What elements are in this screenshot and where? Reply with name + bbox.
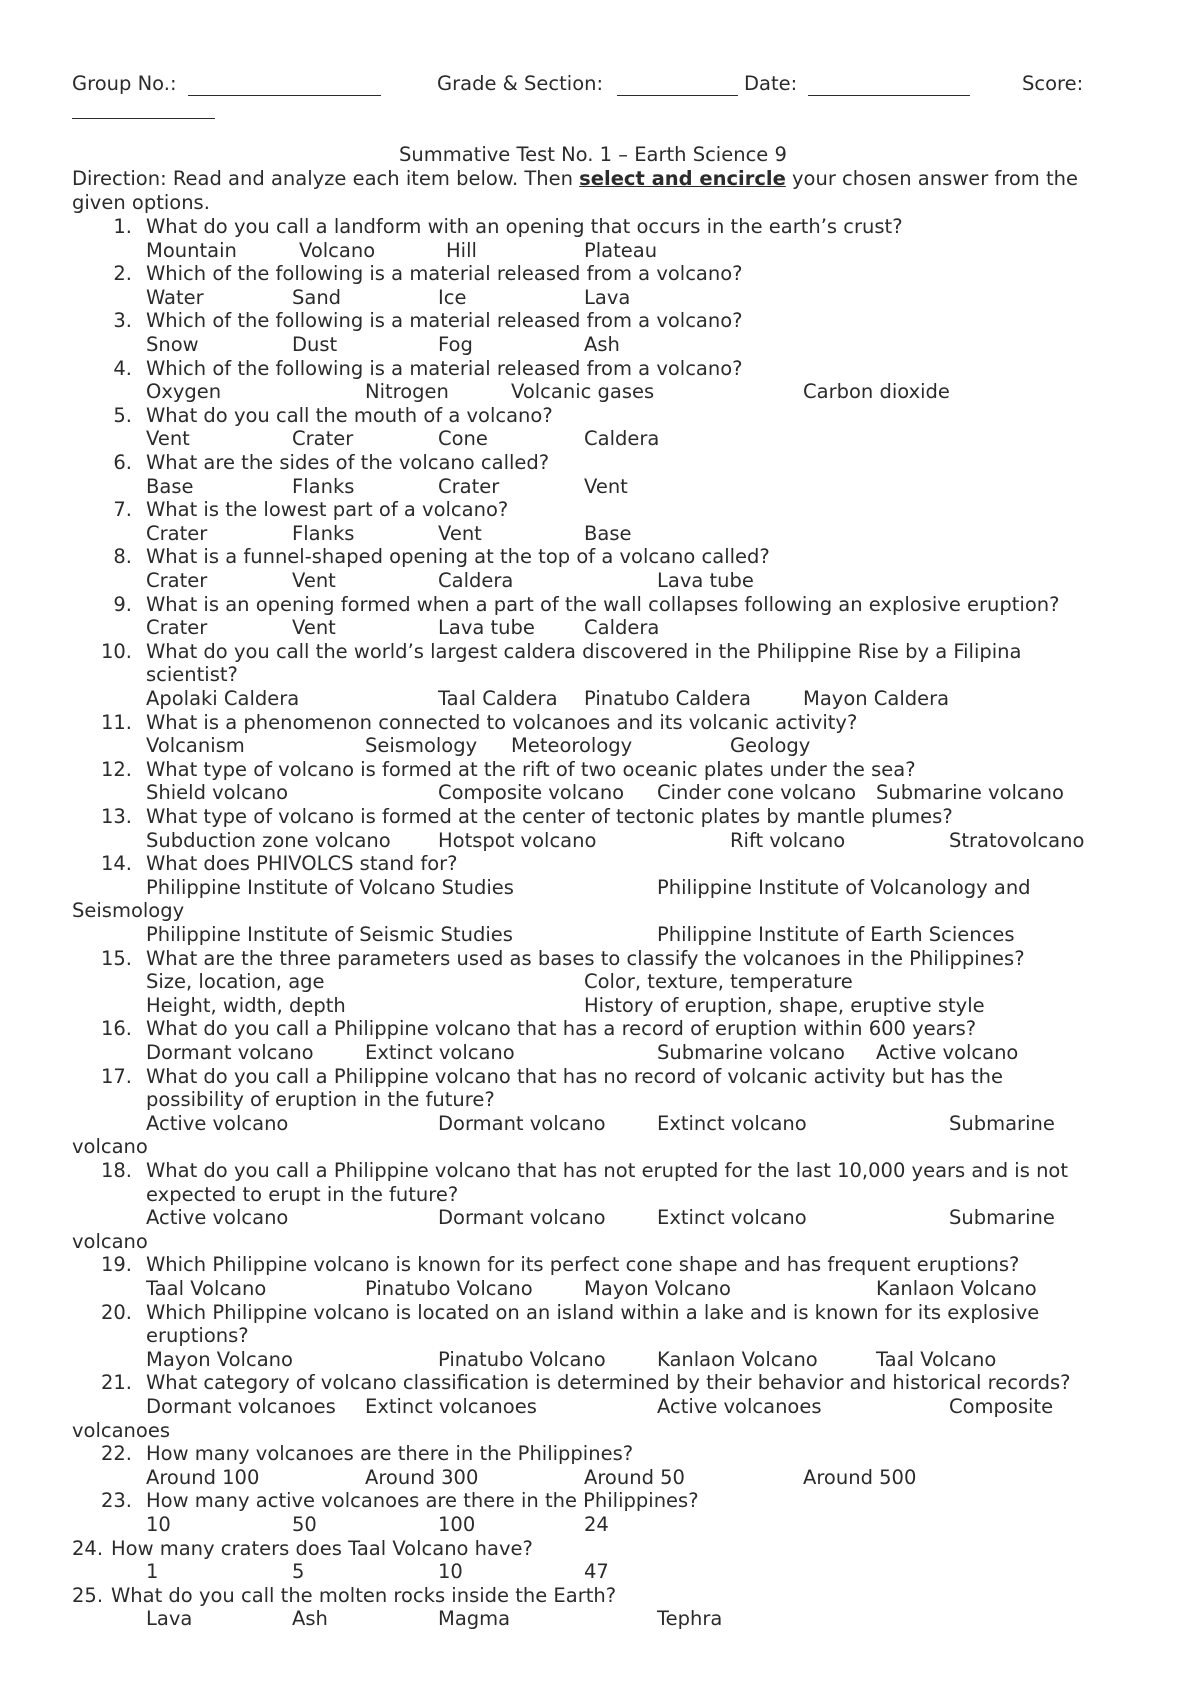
question-number: 10. <box>100 639 132 663</box>
answer-option[interactable]: Caldera <box>584 616 660 640</box>
answer-option[interactable]: Taal Volcano <box>146 1277 267 1300</box>
answer-option[interactable]: Seismology <box>365 734 478 758</box>
answer-option[interactable]: Crater <box>146 616 208 640</box>
answer-option[interactable]: Water <box>146 285 204 309</box>
answer-option[interactable]: Flanks <box>292 474 355 498</box>
question-text: What do you call the world’s largest caldera discovered in the Philippine Rise by a Filipina <box>146 639 1022 663</box>
answer-option[interactable]: Around 500 <box>803 1465 917 1489</box>
answer-option[interactable]: Kanlaon Volcano <box>657 1347 818 1371</box>
question-number: 14. <box>100 852 132 876</box>
answer-option[interactable]: 10 <box>146 1513 171 1536</box>
answer-option[interactable]: Extinct volcano <box>365 1041 515 1064</box>
date-label: Date: <box>744 72 798 95</box>
answer-option[interactable]: Geology <box>730 734 811 758</box>
question-number: 25. <box>72 1583 104 1607</box>
answer-option[interactable]: Caldera <box>584 427 660 451</box>
answer-option[interactable]: Hotspot volcano <box>438 828 597 852</box>
answer-option[interactable]: Lava <box>146 1607 193 1631</box>
answer-option[interactable]: Mayon Caldera <box>803 687 950 710</box>
question-number: 13. <box>100 805 132 828</box>
answer-option[interactable]: Base <box>146 474 194 498</box>
answer-option[interactable]: Fog <box>438 333 473 356</box>
answer-option[interactable]: Dormant volcano <box>438 1206 606 1230</box>
question-text: What do you call a Philippine volcano that has not erupted for the last 10,000 years and is not <box>146 1159 1069 1182</box>
question-text-continued: expected to erupt in the future? <box>146 1182 459 1206</box>
question-number: 17. <box>100 1064 132 1088</box>
direction-line-1 <box>72 167 1078 190</box>
answer-option[interactable]: Submarine <box>949 1111 1055 1135</box>
answer-option[interactable]: Lava tube <box>657 569 754 592</box>
question-text-continued: eruptions? <box>146 1324 249 1348</box>
question-text: Which of the following is a material released from a volcano? <box>146 262 743 286</box>
question-number: 19. <box>100 1253 132 1277</box>
question-number: 1. <box>113 215 132 238</box>
answer-option[interactable]: Ash <box>584 333 620 356</box>
answer-option[interactable]: Pinatubo Volcano <box>365 1277 533 1300</box>
answer-option[interactable]: Stratovolcano <box>949 828 1085 852</box>
answer-option[interactable]: 100 <box>438 1513 476 1536</box>
answer-option[interactable]: Taal Caldera <box>438 687 558 710</box>
answer-option[interactable]: Dormant volcanoes <box>146 1395 336 1418</box>
answer-option[interactable]: Base <box>584 521 632 545</box>
answer-option[interactable]: Extinct volcano <box>657 1206 807 1230</box>
question-text: Which of the following is a material released from a volcano? <box>146 356 743 380</box>
answer-option[interactable]: Shield volcano <box>146 781 288 805</box>
direction-line-2: given options. <box>72 191 210 214</box>
answer-option[interactable]: Volcanic gases <box>511 380 655 404</box>
question-text: What category of volcano classification is determined by their behavior and historical records? <box>146 1371 1071 1395</box>
question-text-continued: possibility of eruption in the future? <box>146 1088 495 1112</box>
question-text: What does PHIVOLCS stand for? <box>146 852 458 876</box>
question-text: Which Philippine volcano is located on an island within a lake and is known for its explosive <box>146 1300 1040 1324</box>
answer-option[interactable]: Carbon dioxide <box>803 380 950 404</box>
answer-option[interactable]: Size, location, age <box>146 970 325 994</box>
question-text: What type of volcano is formed at the center of tectonic plates by mantle plumes? <box>146 805 953 828</box>
question-text-continued: scientist? <box>146 663 238 687</box>
answer-option[interactable]: Philippine Institute of Volcano Studies <box>146 875 514 899</box>
answer-option[interactable]: Active volcano <box>146 1111 289 1135</box>
score-blank[interactable] <box>72 118 215 119</box>
question-text: How many active volcanoes are there in the Philippines? <box>146 1489 699 1513</box>
question-number: 20. <box>100 1300 132 1324</box>
answer-option[interactable]: Vent <box>292 616 336 640</box>
group-label: Group No.: <box>72 72 177 95</box>
question-number: 21. <box>100 1371 132 1395</box>
answer-option[interactable]: Snow <box>146 333 199 356</box>
answer-option[interactable]: Cone <box>438 427 488 451</box>
answer-option[interactable]: Composite <box>949 1395 1054 1418</box>
page-title: Summative Test No. 1 – Earth Science 9 <box>399 143 787 166</box>
answer-option[interactable]: Kanlaon Volcano <box>876 1277 1037 1300</box>
grade-label: Grade & Section: <box>437 72 604 95</box>
direction-suffix: your chosen answer from the <box>785 167 1078 190</box>
answer-option[interactable]: Composite volcano <box>438 781 625 805</box>
answer-option[interactable]: Crater <box>146 521 208 545</box>
question-text: What do you call the mouth of a volcano? <box>146 403 553 427</box>
question-text: What is a funnel-shaped opening at the top of a volcano called? <box>146 545 770 569</box>
answer-option[interactable]: Meteorology <box>511 734 633 758</box>
question-text: What do you call a Philippine volcano that has a record of eruption within 600 years? <box>146 1017 977 1041</box>
answer-option[interactable]: Volcanism <box>146 734 245 758</box>
question-text: How many volcanoes are there in the Philippines? <box>146 1442 634 1466</box>
answer-option[interactable]: Around 300 <box>365 1465 479 1489</box>
answer-option[interactable]: Taal Volcano <box>876 1347 997 1371</box>
answer-option[interactable]: volcanoes <box>72 1418 171 1442</box>
answer-option[interactable]: Seismology <box>72 899 185 923</box>
answer-option[interactable]: 10 <box>438 1560 463 1584</box>
answer-option[interactable]: Magma <box>438 1607 511 1631</box>
answer-option[interactable]: Philippine Institute of Volcanology and <box>657 875 1031 899</box>
answer-option[interactable]: Subduction zone volcano <box>146 828 391 852</box>
answer-option[interactable]: Philippine Institute of Earth Sciences <box>657 923 1015 946</box>
answer-option[interactable]: Crater <box>292 427 354 451</box>
answer-option[interactable]: Flanks <box>292 521 355 545</box>
question-number: 9. <box>113 592 132 616</box>
question-number: 3. <box>113 309 132 333</box>
question-number: 12. <box>100 757 132 781</box>
question-number: 2. <box>113 262 132 286</box>
question-text: What do you call a landform with an opening that occurs in the earth’s crust? <box>146 215 903 238</box>
question-number: 7. <box>113 498 132 522</box>
answer-option[interactable]: 1 <box>146 1560 159 1584</box>
answer-option[interactable]: Around 50 <box>584 1465 685 1489</box>
direction-prefix: Direction: Read and analyze each item below. Then <box>72 167 580 190</box>
question-number: 18. <box>100 1159 132 1182</box>
answer-option[interactable]: Vent <box>146 427 190 451</box>
answer-option[interactable]: Hill <box>446 238 477 262</box>
question-number: 6. <box>113 451 132 474</box>
answer-option[interactable]: Crater <box>146 569 208 592</box>
question-number: 22. <box>100 1442 132 1466</box>
question-text: Which of the following is a material released from a volcano? <box>146 309 743 333</box>
score-label: Score: <box>1022 72 1084 95</box>
answer-option[interactable]: Submarine volcano <box>657 1041 845 1064</box>
answer-option[interactable]: Mountain <box>146 238 237 262</box>
answer-option[interactable]: Dormant volcano <box>438 1111 606 1135</box>
answer-option[interactable]: Vent <box>584 474 628 498</box>
question-number: 16. <box>100 1017 132 1041</box>
answer-option[interactable]: volcano <box>72 1135 148 1159</box>
answer-option[interactable]: Around 100 <box>146 1465 260 1489</box>
answer-option[interactable]: Philippine Institute of Seismic Studies <box>146 923 513 946</box>
answer-option[interactable]: 24 <box>584 1513 609 1536</box>
answer-option[interactable]: Vent <box>438 521 482 545</box>
answer-option[interactable]: 5 <box>292 1560 305 1584</box>
question-text: Which Philippine volcano is known for its perfect cone shape and has frequent eruptions? <box>146 1253 1020 1277</box>
answer-option[interactable]: Tephra <box>657 1607 723 1631</box>
answer-option[interactable]: Active volcano <box>876 1041 1019 1064</box>
question-text: What is the lowest part of a volcano? <box>146 498 509 522</box>
answer-option[interactable]: Dust <box>292 333 338 356</box>
question-number: 5. <box>113 403 132 427</box>
question-number: 23. <box>100 1489 132 1513</box>
question-text: What are the sides of the volcano called? <box>146 451 550 474</box>
answer-option[interactable]: Pinatubo Volcano <box>438 1347 606 1371</box>
question-text: How many craters does Taal Volcano have? <box>111 1536 533 1560</box>
answer-option[interactable]: Active volcanoes <box>657 1395 822 1418</box>
question-text: What are the three parameters used as bases to classify the volcanoes in the Philippines? <box>146 946 1025 970</box>
answer-option[interactable]: Pinatubo Caldera <box>584 687 751 710</box>
answer-option[interactable]: Ice <box>438 285 467 309</box>
question-text: What is a phenomenon connected to volcanoes and its volcanic activity? <box>146 710 858 734</box>
answer-option[interactable]: Dormant volcano <box>146 1041 314 1064</box>
question-text: What is an opening formed when a part of the wall collapses following an explosive eruption? <box>146 592 1060 616</box>
answer-option[interactable]: Ash <box>292 1607 328 1631</box>
answer-option[interactable]: Sand <box>292 285 342 309</box>
answer-option[interactable]: Height, width, depth <box>146 993 346 1017</box>
answer-option[interactable]: Color, texture, temperature <box>584 970 853 994</box>
answer-option[interactable]: 50 <box>292 1513 317 1536</box>
question-number: 24. <box>72 1536 104 1560</box>
answer-option[interactable]: Caldera <box>438 569 514 592</box>
question-number: 11. <box>100 710 132 734</box>
answer-option[interactable]: Rift volcano <box>730 828 846 852</box>
grade-blank[interactable] <box>617 95 738 96</box>
answer-option[interactable]: Active volcano <box>146 1206 289 1230</box>
answer-option[interactable]: History of eruption, shape, eruptive style <box>584 993 985 1017</box>
answer-option[interactable]: Volcano <box>299 238 376 262</box>
question-text: What do you call a Philippine volcano that has no record of volcanic activity but has the <box>146 1064 1003 1088</box>
answer-option[interactable]: 47 <box>584 1560 609 1584</box>
answer-option[interactable]: Extinct volcanoes <box>365 1395 537 1418</box>
group-blank[interactable] <box>188 95 381 96</box>
answer-option[interactable]: Nitrogen <box>365 380 449 404</box>
answer-option[interactable]: Plateau <box>584 238 658 262</box>
answer-option[interactable]: Extinct volcano <box>657 1111 807 1135</box>
date-blank[interactable] <box>808 95 970 96</box>
question-number: 15. <box>100 946 132 970</box>
question-text: What type of volcano is formed at the rift of two oceanic plates under the sea? <box>146 757 916 781</box>
answer-option[interactable]: Submarine <box>949 1206 1055 1230</box>
answer-option[interactable]: Oxygen <box>146 380 222 404</box>
answer-option[interactable]: Submarine volcano <box>876 781 1064 805</box>
answer-option[interactable]: Cinder cone volcano <box>657 781 857 805</box>
answer-option[interactable]: Lava tube <box>438 616 535 640</box>
question-text: What do you call the molten rocks inside the Earth? <box>111 1583 617 1607</box>
answer-option[interactable]: Apolaki Caldera <box>146 687 300 710</box>
question-number: 8. <box>113 545 132 569</box>
question-number: 4. <box>113 356 132 380</box>
answer-option[interactable]: Lava <box>584 285 631 309</box>
answer-option[interactable]: volcano <box>72 1229 148 1253</box>
direction-emphasis: select and encircle <box>579 167 786 190</box>
answer-option[interactable]: Crater <box>438 474 500 498</box>
answer-option[interactable]: Vent <box>292 569 336 592</box>
answer-option[interactable]: Mayon Volcano <box>146 1347 293 1371</box>
answer-option[interactable]: Mayon Volcano <box>584 1277 731 1300</box>
